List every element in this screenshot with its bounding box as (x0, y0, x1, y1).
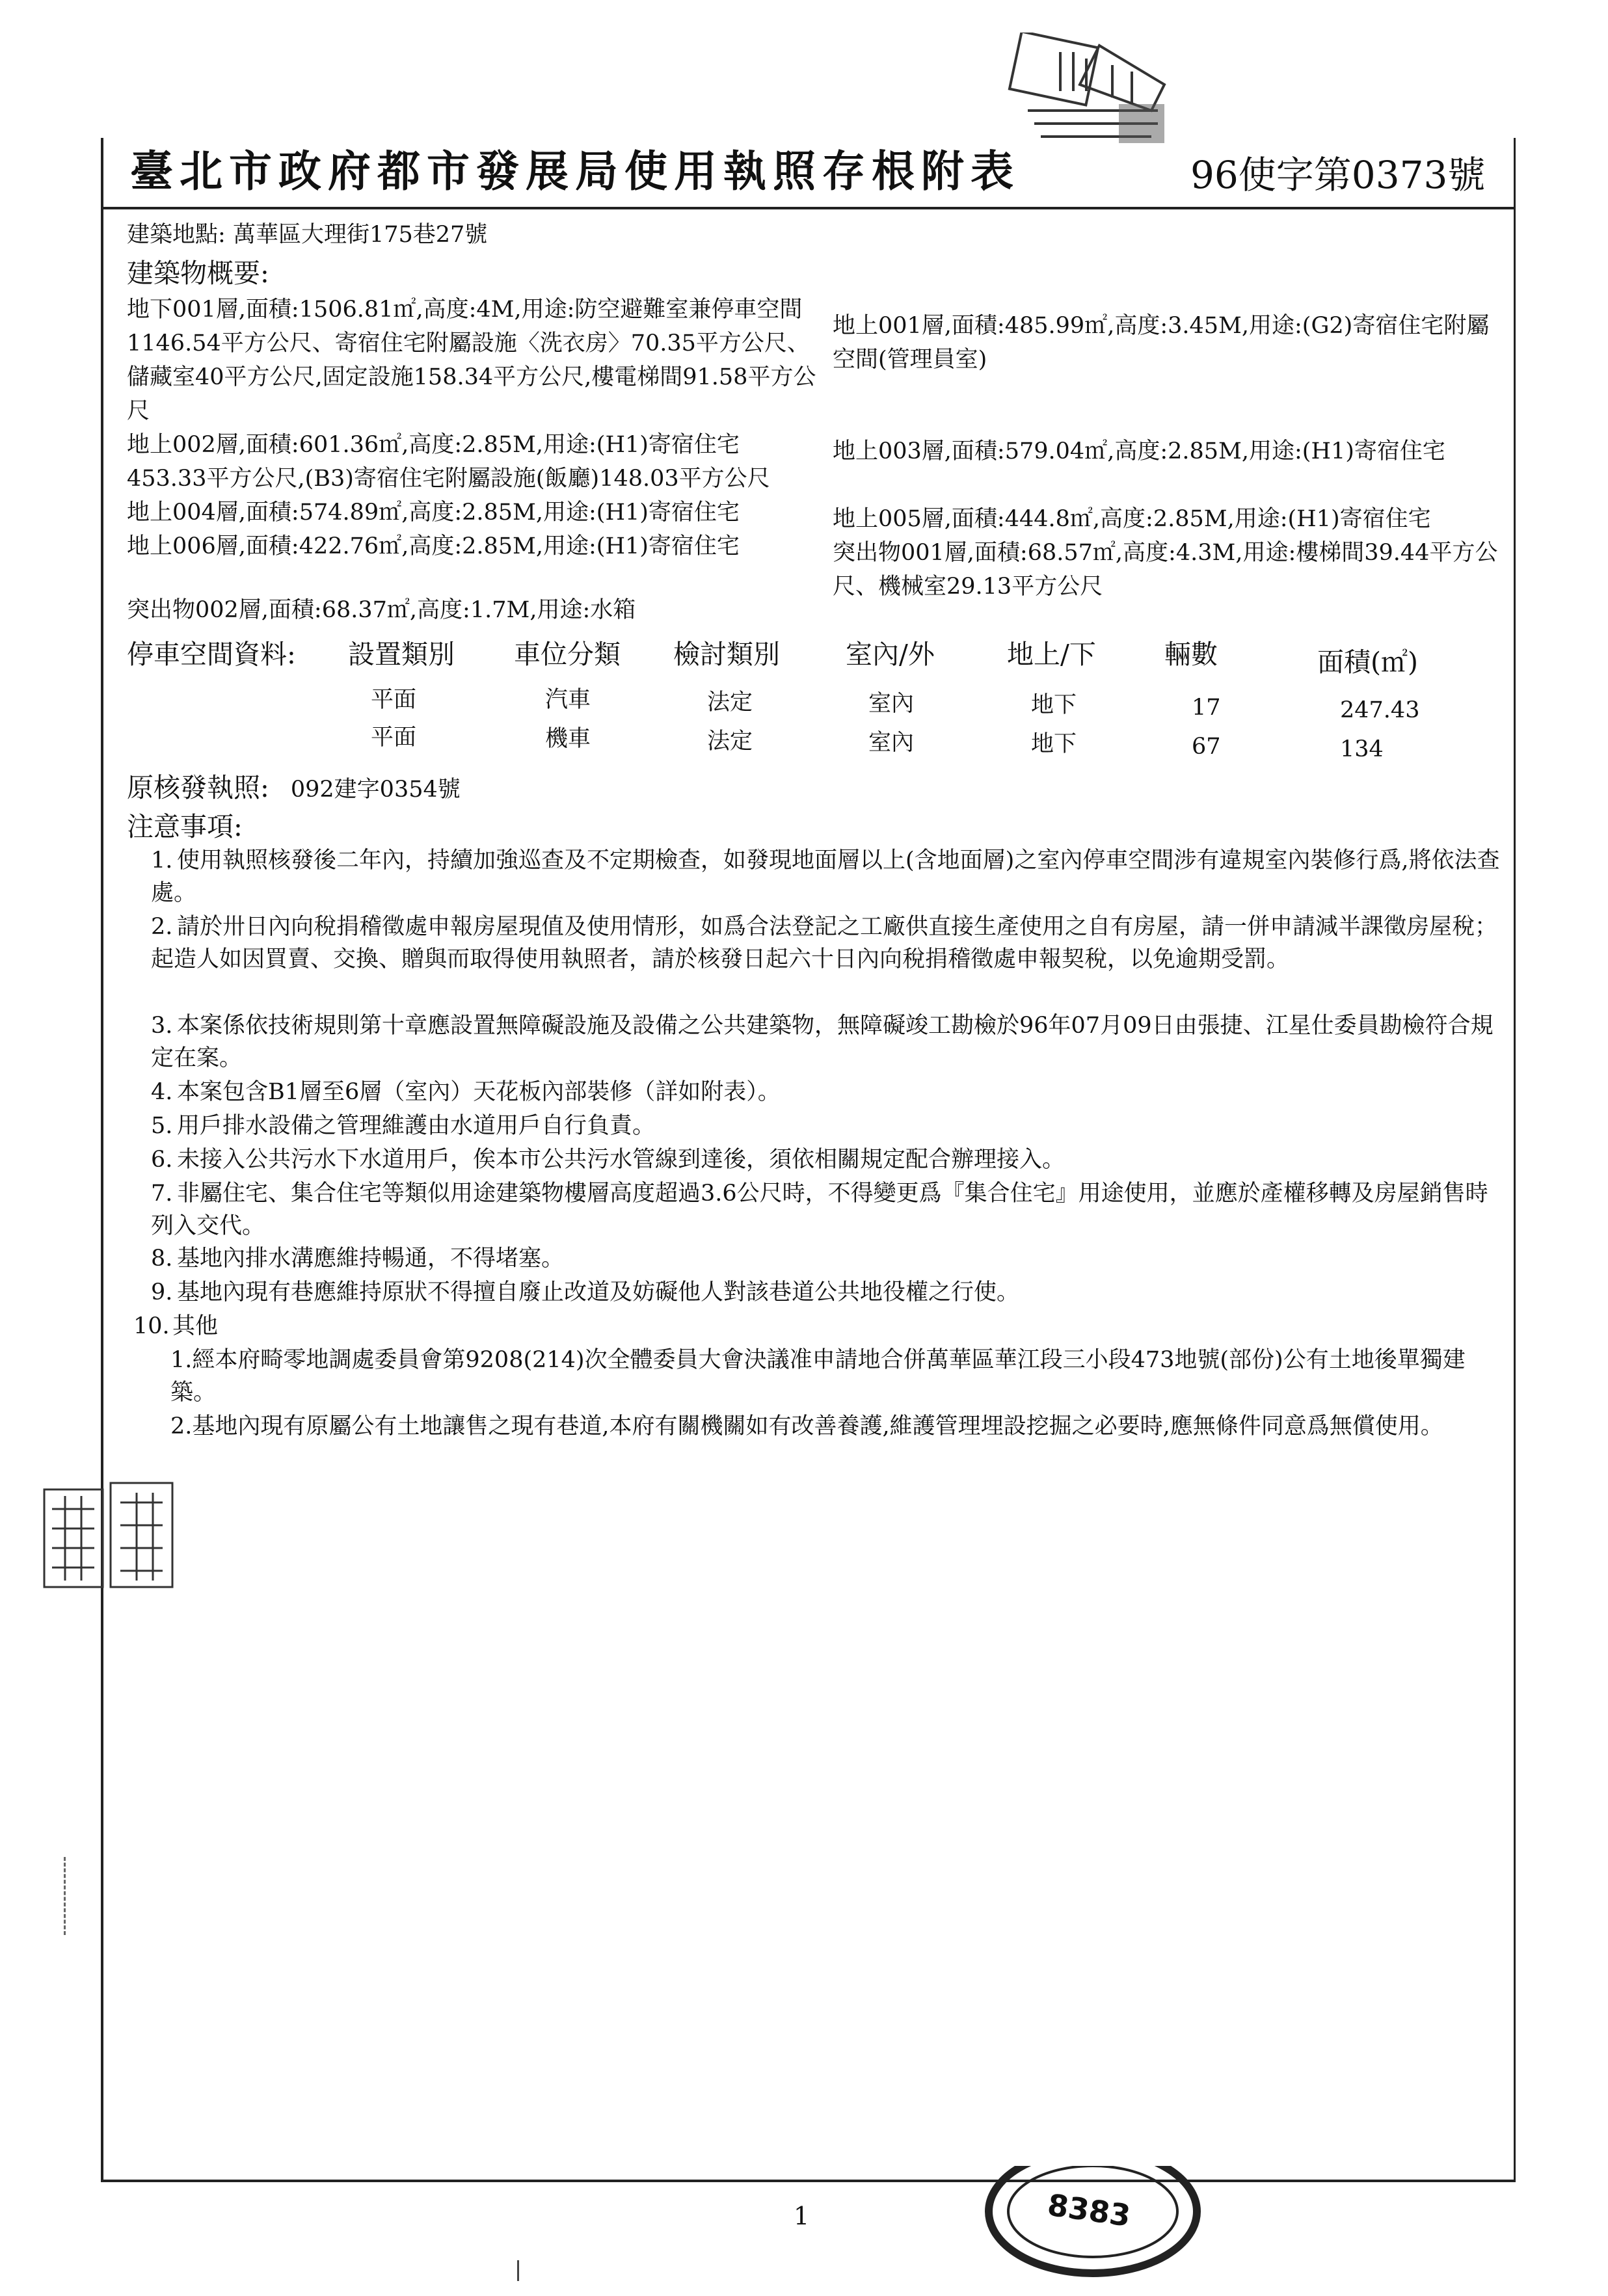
parking-row-0-level: 地下 (1031, 692, 1077, 718)
parking-row-1-level: 地下 (1031, 731, 1077, 757)
page-number: 1 (794, 2202, 810, 2230)
parking-label: 停車空間資料: (127, 639, 296, 670)
note-number: 3. (151, 1013, 173, 1039)
site-address: 萬華區大理街175巷27號 (232, 222, 488, 248)
note-item-5 (151, 1110, 1510, 1142)
note-number: 2. (151, 914, 173, 940)
note-item-7 (151, 1177, 1510, 1242)
title-divider (101, 207, 1516, 209)
permit-number: 96使字第0373號 (1190, 153, 1486, 197)
note-item-9 (151, 1276, 1510, 1309)
parking-row-0-area: 247.43 (1340, 697, 1420, 723)
note-item-6 (151, 1143, 1510, 1176)
original-permit-value: 092建字0354號 (290, 777, 461, 803)
parking-row-1-count: 67 (1192, 734, 1221, 760)
note-text: 本案係依技術規則第十章應設置無障礙設施及設備之公共建築物，無障礙竣工勘檢於96年07月09日由張捷、江星仕委員勘檢符合規定在案。 (151, 1013, 1494, 1071)
document-title: 臺北市政府都市發展局使用執照存根附表 (130, 146, 1020, 196)
parking-row-0-class: 汽車 (545, 687, 591, 713)
official-stamp-left (39, 1476, 179, 1600)
parking-row-1-type: 平面 (371, 725, 417, 751)
note-number: 1. (151, 848, 173, 874)
notes-label: 注意事項: (127, 811, 243, 842)
note-text: 用戶排水設備之管理維護由水道用戶自行負責。 (177, 1113, 656, 1139)
scan-mark (64, 1857, 68, 1935)
note-item-8 (151, 1242, 1510, 1275)
note-sub-item-2: 2.基地內現有原屬公有土地讓售之現有巷道,本府有關機關如有改善養護,維護管理埋設挖掘之必要時,應無條件同意爲無償使用。 (170, 1413, 1443, 1439)
parking-row-1-area: 134 (1340, 736, 1384, 762)
overview-label: 建築物概要: (127, 258, 269, 289)
original-permit-label: 原核發執照: (127, 772, 269, 803)
overview-left-1: 地上002層,面積:601.36㎡,高度:2.85M,用途:(H1)寄宿住宅453.33平方公尺,(B3)寄宿住宅附屬設施(飯廳)148.03平方公尺 (127, 432, 770, 492)
seal-number: 8383 (1045, 2187, 1133, 2234)
parking-header-level: 地上/下 (1007, 639, 1096, 670)
note-text: 基地內現有巷應維持原狀不得擅自廢止改道及妨礙他人對該巷道公共地役權之行使。 (177, 1279, 1020, 1305)
overview-right-3: 突出物001層,面積:68.57㎡,高度:4.3M,用途:樓梯間39.44平方公尺、機械室29.13平方公尺 (833, 540, 1498, 600)
overview-left-2: 地上004層,面積:574.89㎡,高度:2.85M,用途:(H1)寄宿住宅 (127, 500, 740, 526)
site-row (127, 218, 487, 252)
note-text: 未接入公共污水下水道用戶，俟本市公共污水管線到達後，須依相關規定配合辦理接入。 (177, 1147, 1065, 1173)
overview-left-3: 地上006層,面積:422.76㎡,高度:2.85M,用途:(H1)寄宿住宅 (127, 533, 740, 559)
official-seal (976, 2166, 1210, 2296)
parking-header-class: 車位分類 (514, 639, 621, 670)
note-item-10 (133, 1310, 1493, 1342)
note-number: 6. (151, 1147, 173, 1173)
overview-right-1: 地上003層,面積:579.04㎡,高度:2.85M,用途:(H1)寄宿住宅 (833, 438, 1445, 464)
parking-header-review: 檢討類別 (673, 639, 780, 670)
note-number: 8. (151, 1246, 173, 1272)
overview-right-2: 地上005層,面積:444.8㎡,高度:2.85M,用途:(H1)寄宿住宅 (833, 506, 1431, 532)
note-text: 使用執照核發後二年內，持續加強巡查及不定期檢查，如發現地面層以上(含地面層)之室內停車空間涉有違規室內裝修行爲,將依法查處。 (151, 848, 1500, 906)
overview-right-0: 地上001層,面積:485.99㎡,高度:3.45M,用途:(G2)寄宿住宅附屬空間(管理員室) (833, 313, 1490, 373)
parking-header-count: 輛數 (1164, 639, 1218, 670)
parking-header-indoor: 室內/外 (846, 639, 935, 670)
overview-extra: 突出物002層,面積:68.37㎡,高度:1.7M,用途:水箱 (127, 597, 636, 623)
parking-row-1-indoor: 室內 (868, 730, 915, 756)
note-text: 基地內排水溝應維持暢通，不得堵塞。 (177, 1246, 565, 1272)
note-number: 4. (151, 1079, 173, 1105)
parking-row-0-count: 17 (1192, 695, 1221, 721)
site-label: 建築地點: (127, 222, 226, 248)
note-number: 10. (133, 1313, 170, 1339)
parking-header-area: 面積(㎡) (1317, 647, 1418, 678)
overview-left-0: 地下001層,面積:1506.81㎡,高度:4M,用途:防空避難室兼停車空間1146.54平方公尺、寄宿住宅附屬設施〈洗衣房〉70.35平方公尺、儲藏室40平方公尺,固定設施158.34平方公尺,樓電梯間91.58平方公尺 (127, 297, 816, 424)
note-text: 本案包含B1層至6層（室內）天花板內部裝修（詳如附表）。 (177, 1079, 781, 1105)
note-sub-item-1: 1.經本府畸零地調處委員會第9208(214)次全體委員大會決議准申請地合併萬華區華江段三小段473地號(部份)公有土地後單獨建築。 (170, 1347, 1466, 1406)
parking-row-1-class: 機車 (545, 726, 591, 752)
note-number: 5. (151, 1113, 173, 1139)
note-item-1 (151, 844, 1510, 909)
parking-row-0-review: 法定 (707, 689, 753, 715)
note-item-2 (151, 911, 1510, 976)
note-text: 非屬住宅、集合住宅等類似用途建築物樓層高度超過3.6公尺時，不得變更爲『集合住宅』用途使用，並應於產權移轉及房屋銷售時列入交代。 (151, 1181, 1488, 1239)
note-number: 9. (151, 1279, 173, 1305)
note-number: 7. (151, 1181, 173, 1207)
parking-row-0-indoor: 室內 (868, 691, 915, 717)
original-permit-row (127, 769, 461, 808)
note-item-3 (151, 1009, 1510, 1075)
note-text: 其他 (172, 1313, 219, 1339)
parking-header-type: 設置類別 (348, 639, 455, 670)
parking-row-1-review: 法定 (707, 728, 753, 754)
note-item-4 (151, 1076, 1510, 1108)
note-text: 請於卅日內向稅捐稽徵處申報房屋現值及使用情形，如爲合法登記之工廠供直接生產使用之自有房屋，請一併申請減半課徵房屋稅；起造人如因買賣、交換、贈與而取得使用執照者，請於核發日起六十日內向稅捐稽徵處申報契稅，以免逾期受罰。 (151, 914, 1498, 972)
scan-mark (517, 2260, 519, 2281)
parking-row-0-type: 平面 (371, 687, 417, 713)
